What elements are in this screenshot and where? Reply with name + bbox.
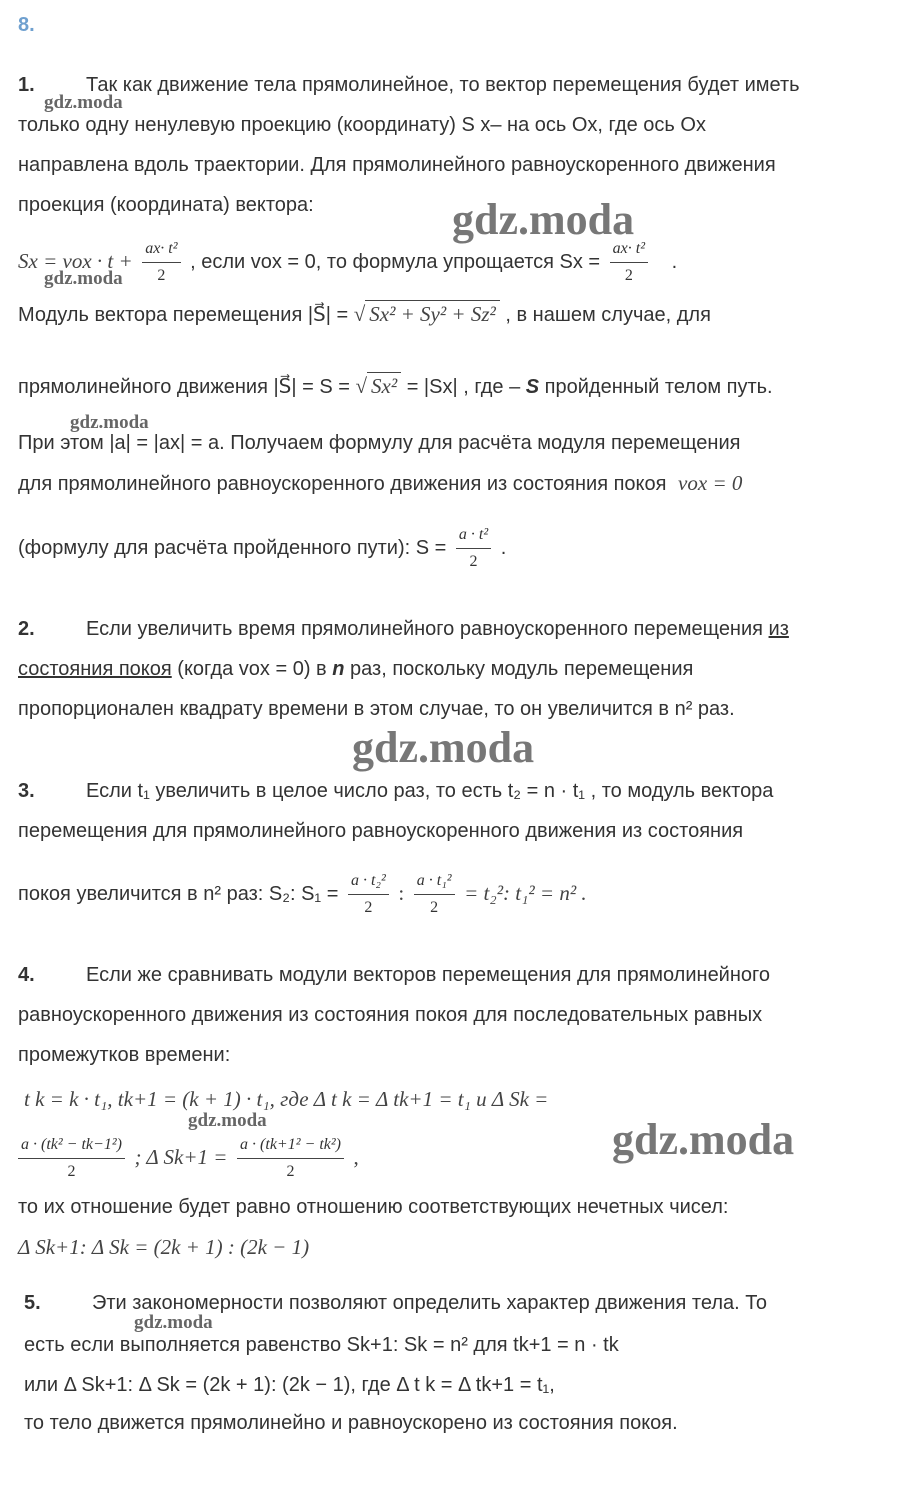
watermark: gdz.moda — [188, 1110, 267, 1131]
p2-line-3: пропорционален квадрату времени в этом случае, то он увеличится в n² раз. — [18, 698, 735, 720]
p3-line-2: перемещения для прямолинейного равноускоренного движения из состояния — [18, 820, 744, 842]
p5-line-2: есть если выполняется равенство Sk+1: Sk = n² для tk+1 = n · tk — [24, 1334, 619, 1356]
section-number: 8. — [18, 14, 35, 36]
p5-line-4: то тело движется прямолинейно и равноускорено из состояния покоя. — [24, 1412, 678, 1434]
p5-line-3: или Δ Sk+1: Δ Sk = (2k + 1): (2k − 1), где Δ t k = Δ tk+1 = t₁, — [24, 1374, 555, 1396]
p1-line-1: 1. Так как движение тела прямолинейное, то вектор перемещения будет иметь — [18, 74, 800, 96]
fraction: $\frac{\text{a · t₁²}}{2}$ — [414, 868, 455, 921]
p3-line-1: 3. Если t₁ увеличить в целое число раз, то есть t₂ = n · t₁ , то модуль вектора — [18, 780, 774, 802]
fraction: $\frac{\text{ax· t²}}{2}$ — [610, 236, 648, 289]
p1-line-2: только одну ненулевую проекцию (координату) S x– на ось Ox, где ось Ox — [18, 114, 706, 136]
p3-number: 3. — [18, 780, 35, 802]
p4-line-1: 4. Если же сравнивать модули векторов перемещения для прямолинейного — [18, 964, 771, 986]
watermark: gdz.moda — [44, 268, 123, 289]
fraction: $\frac{\text{a · t₂²}}{2}$ — [348, 868, 389, 921]
watermark: gdz.moda — [70, 412, 149, 433]
p2-number: 2. — [18, 618, 35, 640]
p3-line-3: покоя увеличится в n² раз: S₂: S₁ = $\frac{\text{a · t₂²}}{2}$ : $\frac{\text{a · t₁²}}{2}$ = t₂²: t₁² = n² . — [18, 868, 587, 921]
watermark: gdz.moda — [452, 195, 635, 244]
p1-line-4: проекция (координата) вектора: — [18, 194, 314, 216]
p1-formula-1: Sx = vox · t + $\frac{\text{ax· t²}}{2}$ , если vox = 0, то формула упрощается Sx = $\frac{\text{ax· t²}}{2}$ . — [18, 236, 677, 289]
p1-line-8: При этом |a| = |ax| = a. Получаем формулу для расчёта модуля перемещения — [18, 432, 741, 454]
watermark: gdz.moda — [44, 92, 123, 113]
watermark: gdz.moda — [352, 723, 535, 772]
p1-line-3: направлена вдоль траектории. Для прямолинейного равноускоренного движения — [18, 154, 776, 176]
p1-line-9: для прямолинейного равноускоренного движения из состояния покоя vox = 0 — [18, 471, 743, 495]
p1-line-6: Модуль вектора перемещения |S⃗| = √ Sx² + Sy² + Sz² , в нашем случае, для — [18, 302, 711, 326]
p2-line-2: состояния покоя (когда vox = 0) в n раз, поскольку модуль перемещения — [18, 658, 694, 680]
p4-number: 4. — [18, 964, 35, 986]
p4-formula-1: t k = k · t₁, tk+1 = (k + 1) · t₁, где Δ t k = Δ tk+1 = t₁ и Δ Sk = — [24, 1087, 549, 1111]
p4-line-3: промежутков времени: — [18, 1044, 231, 1066]
p1-number: 1. — [18, 74, 35, 96]
fraction: $\frac{\text{a · t²}}{2}$ — [456, 522, 491, 575]
p5-number: 5. — [24, 1292, 41, 1314]
p4-line-6: то их отношение будет равно отношению соответствующих нечетных чисел: — [18, 1196, 729, 1218]
fraction: $\frac{\text{a · (tk² − tk−1²)}}{2}$ — [18, 1132, 125, 1185]
p1-line-7: прямолинейного движения |S⃗| = S = √ Sx² = |Sx| , где – S пройденный телом путь. — [18, 374, 773, 398]
fraction: $\frac{\text{ax· t²}}{2}$ — [142, 236, 180, 289]
p4-formula-3: Δ Sk+1: Δ Sk = (2k + 1) : (2k − 1) — [18, 1235, 310, 1259]
p4-formula-2: $\frac{\text{a · (tk² − tk−1²)}}{2}$ ; Δ Sk+1 = $\frac{\text{a · (tk+1² − tk²)}}{2}$ , — [18, 1132, 359, 1185]
p4-line-2: равноускоренного движения из состояния покоя для последовательных равных — [18, 1004, 763, 1026]
fraction: $\frac{\text{a · (tk+1² − tk²)}}{2}$ — [237, 1132, 344, 1185]
watermark: gdz.moda — [134, 1312, 213, 1333]
p1-line-10: (формулу для расчёта пройденного пути): S = $\frac{\text{a · t²}}{2}$ . — [18, 522, 506, 575]
watermark: gdz.moda — [612, 1115, 795, 1164]
p5-line-1: 5. Эти закономерности позволяют определить характер движения тела. То — [24, 1292, 768, 1314]
p2-line-1: 2. Если увеличить время прямолинейного равноускоренного перемещения из — [18, 618, 789, 640]
